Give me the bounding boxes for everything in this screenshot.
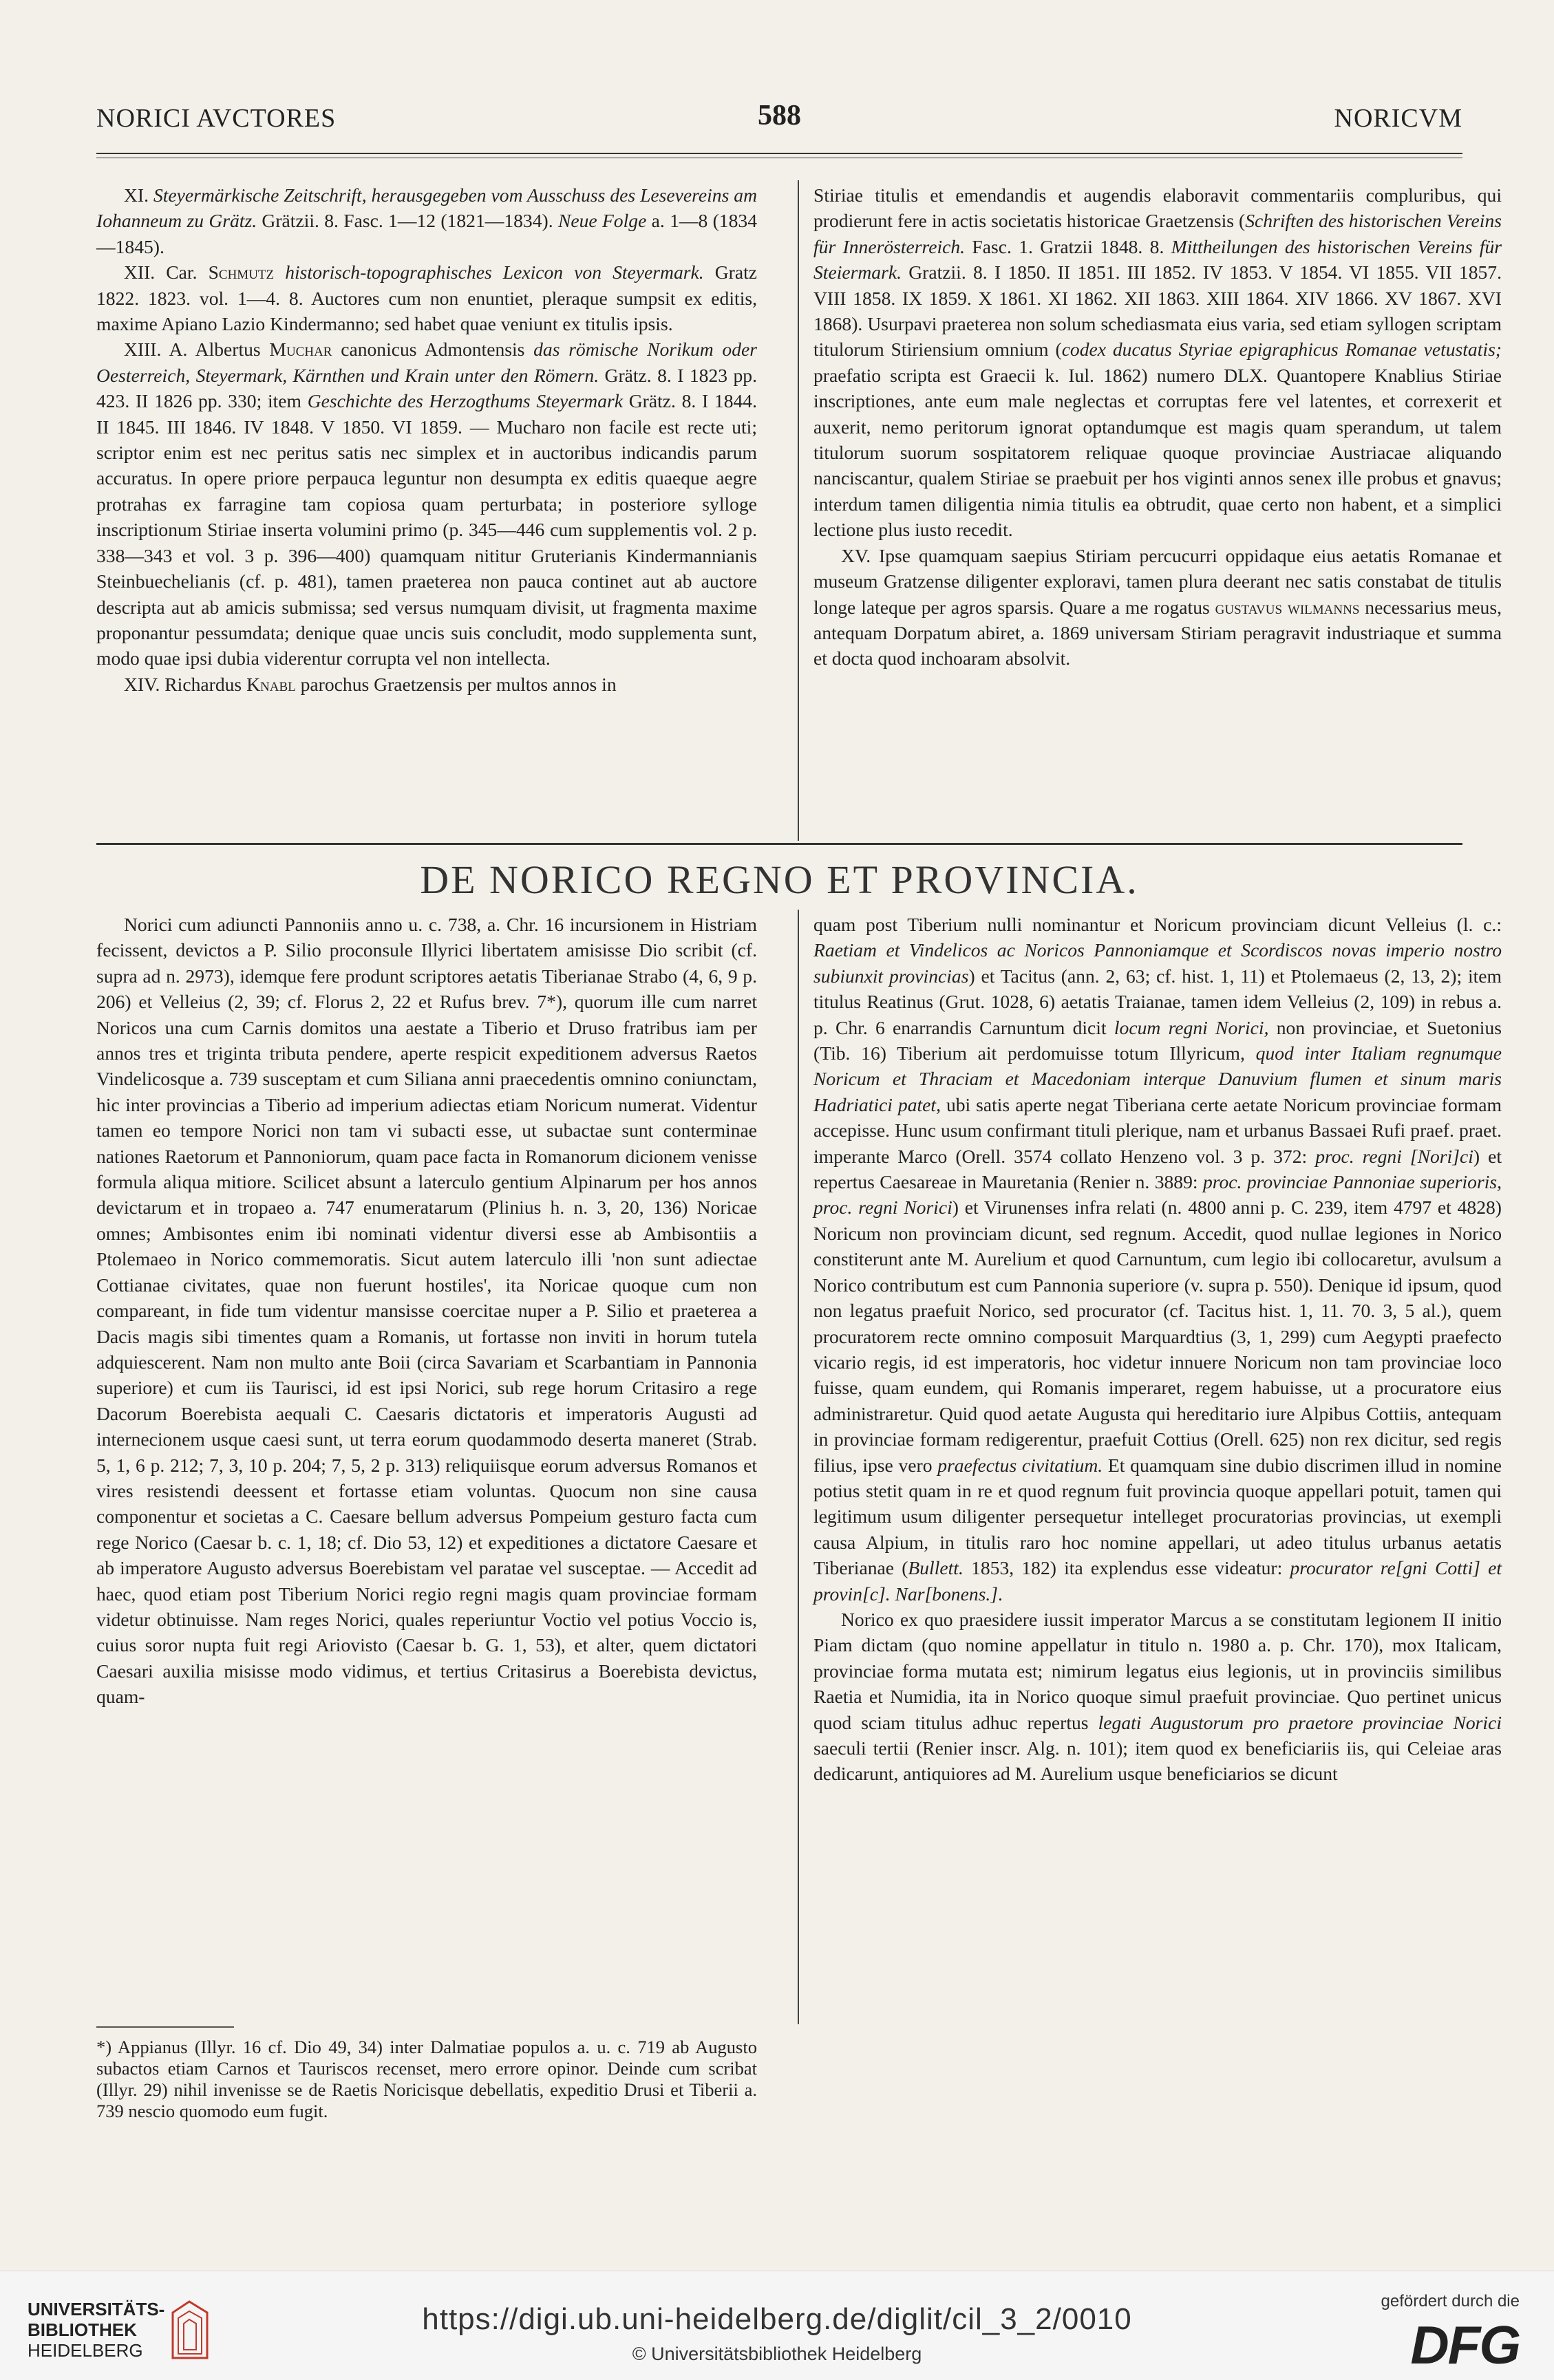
document-url-link[interactable]: https://digi.ub.uni-heidelberg.de/diglit/cil_3_2/0010 bbox=[422, 2302, 1132, 2336]
header-left: NORICI AVCTORES bbox=[96, 104, 337, 133]
paragraph: XIV. Richardus Knabl parochus Graetzensis per multos annos in bbox=[124, 673, 617, 695]
library-name-line3: HEIDELBERG bbox=[28, 2340, 143, 2361]
paragraph: Norico ex quo praesidere iussit imperator Marcus a se constitutam legionem II initio Piam dictam (quo nomine appellatur in titulo n. 1980 a. p. Chr. 170), mox Italicam, provinciae forma mutata est; nimirum legatus eius legionis, ut in provinciis similibus Raetia et Numidia, ita in Norico quoque simul praefuit provinciae. Quo pertinet unicus quod sciam titulus adhuc repertus legati Augustorum pro praetore provinciae Norici saeculi tertii (Renier inscr. Alg. n. 101); item quod ex beneficiariis iis, qui Celeiae aras dedicarunt, antiquiores ad M. Aurelium usque beneficiarios se dicunt bbox=[813, 1608, 1502, 1785]
copyright-notice: © Universitätsbibliothek Heidelberg bbox=[632, 2344, 922, 2364]
section-rule bbox=[96, 843, 1462, 845]
top-left-column bbox=[96, 182, 757, 697]
header-right: NORICVM bbox=[1334, 104, 1462, 133]
paragraph: XIII. A. Albertus Muchar canonicus Admontensis das römische Norikum oder Oesterreich, Steyermark, Kärnthen und Krain unter den Römern. Grätz. 8. I 1823 pp. 423. II 1826 pp. 330; item Geschichte des Herzogthums Steyermark Grätz. 8. I 1844. II 1845. III 1846. IV 1848. V 1850. VI 1859. — Mucharo non facile est recte uti; scriptor enim est nec peritus satis nec simplex et in auctoribus indicandis parum accuratus. In opere priore perpauca leguntur non desumpta ex editis quaeque aegre protrahas ex farragine tam copiosa quam perturbata; in posteriore sylloge inscriptionum Stiriae inserta volumini primo (p. 345—446 cum supplementis vol. 2 p. 338—343 et vol. 3 p. 396—400) quamquam nititur Gruterianis Kindermannianis Steinbuechelianis (cf. p. 481), tamen praeterea non pauca continet aut ab auctore descripta aut ab amicis submissa; sed versus numquam divisit, ut fragmenta maxime proponantur pessumdata; denique quae uncis suis concludit, modo supplementa sunt, modo quae ipsi dubia viderentur corrupta vel non intellecta. bbox=[96, 339, 757, 669]
page-number: 588 bbox=[758, 100, 801, 131]
dfg-logo: DFG bbox=[1410, 2315, 1520, 2375]
footer-bar bbox=[0, 2271, 1554, 2380]
funding-label: gefördert durch die bbox=[1381, 2292, 1520, 2311]
header-rule bbox=[96, 153, 1462, 154]
paragraph: Stiriae titulis et emendandis et augendis elaboravit commentariis compluribus, qui prodierunt fere in actis societatis historicae Graetzensis (Schriften des historischen Vereins für Innerösterreich. Fasc. 1. Gratzii 1848. 8. Mittheilungen des historischen Vereins für Steiermark. Gratzii. 8. I 1850. II 1851. III 1852. IV 1853. V 1854. VI 1855. VII 1857. VIII 1858. IX 1859. X 1861. XI 1862. XII 1863. XIII 1864. XIV 1866. XV 1867. XVI 1868). Usurpavi praeterea non solum schediasmata eius varia, sed etiam syllogen scriptam titulorum Stiriensium omnium (codex ducatus Styriae epigraphicus Romanae vetustatis; praefatio scripta est Graecii k. Iul. 1862) numero DLX. Quantopere Knablius Stiriae inscriptiones, ante eum male neglectas et corruptas fere vel latentes, et correxerit et auxerit, nemo peritorum ignorat optandumque est magis quam sperandum, ut talem titulorum suorum sospitatorem reliquae quoque provinciae Austriacae aliquando nanciscantur, qualem Stiriae se praebuit per hos viginti annos senex ille probus et gnavus; interdum tamen diligentia nimia titulis ea obtrudit, quae certo non habent, et a simplici lectione plus iusto recedit. bbox=[813, 184, 1502, 541]
library-name-line1: UNIVERSITÄTS- bbox=[28, 2299, 165, 2319]
paragraph: Norici cum adiuncti Pannoniis anno u. c. 738, a. Chr. 16 incursionem in Histriam fecissent, devictos a P. Silio proconsule Illyrici libertatem amisisse Dio scribit (cf. supra ad n. 2973), idemque fere produnt scriptores aetatis Tiberianae Strabo (4, 6, 9 p. 206) et Velleius (2, 39; cf. Florus 2, 22 et Rufus brev. 7*), quorum ille cum narret Noricos una cum Carnis domitos una aestate a Tiberio et Druso fratribus iam per annos tres et triginta tributa pendere, aperte respicit expeditionem adversus Raetos Vindelicosque a. 739 susceptam et cum Siliana anni praecedentis omnino coniunctam, hic inter provincias a Tiberio ad imperium adiectas etiam Noricum numerat. Videntur tamen eo tempore Norici non tam vi subacti esse, ut subactae sunt conterminae nationes Raetorum et Pannoniorum, quam pace facta in Romanorum dicionem venisse formula aliqua mitiore. Scilicet absunt a laterculo gentium Alpinarum per hos annos devictarum et in tropaeo a. 747 enumeratarum (Plinius h. n. 3, 20, 136) Noricae omnes; Ambisontes enim ibi nominati videntur diversi esse ab Ambisontiis a Ptolemaeo in Norico commemoratis. Sicut autem laterculo illi 'non sunt adiectae Cottianae civitates, quae non fuerunt hostiles', ita Noricae quoque cum non compareant, in fide tum videntur mansisse coercitae nuper a P. Silio et praeterea a Dacis magis sibi timentes quam a Romanis, ut fortasse non inviti in horum tutela adquiescerent. Nam non multo ante Boii (circa Savariam et Scarbantiam in Pannonia superiore) et cum iis Taurisci, id est ipsi Norici, sub rege horum Critasiro a rege Dacorum Boerebista aequali C. Caesaris dictatoris et imperatoris Augusti ad internecionem usque caesi sunt, ut terra eorum quodammodo deserta maneret (Strab. 5, 1, 6 p. 212; 7, 3, 10 p. 204; 7, 5, 2 p. 313) reliquiisque eorum adversus Romanos et vires resistendi deessent et fortasse etiam voluntas. Quocum non sine causa componentur et societas a C. Caesare bellum adversus Pompeium gesturo facta cum rege Norico (Caesar b. c. 1, 18; cf. Dio 53, 12) et expeditiones a dictatore Caesare et ab imperatore Augusto adversus Boerebistam vel paratae vel susceptae. — Accedit ad haec, quod etiam post Tiberium Norici regio regni magis quam provinciae formam videtur obtinuisse. Nam reges Norici, quales reperiuntur Voctio vel potius Voccio is, cuius soror nupta fuit regi Ariovisto (Caesar b. G. 1, 53), et alter, quem dictatori Caesari auxilia misisse modo vidimus, et tertius Critasirus a Boerebista devictus, quam- bbox=[96, 914, 757, 1708]
bottom-right-column bbox=[813, 912, 1502, 1787]
column-divider-bottom bbox=[798, 910, 799, 2024]
paragraph: XI. Steyermärkische Zeitschrift, herausgegeben vom Ausschuss des Lesevereins am Iohanneum zu Grätz. Grätzii. 8. Fasc. 1—12 (1821—1834). Neue Folge a. 1—8 (1834—1845). bbox=[96, 184, 757, 257]
paragraph: XV. Ipse quamquam saepius Stiriam percucurri oppidaque eius aetatis Romanae et museum Gratzense diligenter exploravi, tamen plura deerant nec satis constabat de titulis longe lateque per agros sparsis. Quare a me rogatus gustavus wilmanns necessarius meus, antequam Dorpatum abiret, a. 1869 universam Stiriam peragravit industriaque et summa et docta quod inchoaram absolvit. bbox=[813, 544, 1502, 669]
footnote-rule bbox=[96, 2026, 234, 2028]
running-header bbox=[96, 100, 1462, 144]
paragraph: quam post Tiberium nulli nominantur et Noricum provinciam dicunt Velleius (l. c.: Raetiam et Vindelicos ac Noricos Pannoniamque et Scordiscos novas imperio nostro subiunxit provincias) et Tacitus (ann. 2, 63; cf. hist. 1, 11) et Ptolemaeus (2, 13, 2); item titulus Reatinus (Grut. 1028, 6) aetatis Traianae, tamen idem Velleius (2, 109) in rebus a. p. Chr. 6 enarrandis Carnuntum dicit locum regni Norici, non provinciae, et Suetonius (Tib. 16) Tiberium ait perdomuisse totum Illyricum, quod inter Italiam regnumque Noricum et Thraciam et Macedoniam interque Danuvium flumen et sinum maris Hadriatici patet, ubi satis aperte negat Tiberiana certe aetate Noricum provinciae formam accepisse. Hunc usum confirmant tituli plerique, nam et urbanus Bassaei Rufi praef. praet. imperante Marco (Orell. 3574 collato Henzeno vol. 3 p. 372: proc. regni [Nori]ci) et repertus Caesareae in Mauretania (Renier n. 3889: proc. provinciae Pannoniae superioris, proc. regni Norici) et Virunenses infra relati (n. 4800 anni p. C. 239, item 4797 et 4828) Noricum non provinciam dicunt, sed regnum. Accedit, quod nullae legiones in Norico constiterunt ante M. Aurelium et quod Carnuntum, cum legio ibi collocaretur, avulsum a Norico contributum est cum Pannonia superiore (v. supra p. 550). Denique id ipsum, quod non legatus praefuit Norico, sed procurator (cf. Tacitus hist. 1, 11. 70. 3, 5 al.), quem procuratorem recte omnino composuit Marquardtius (3, 1, 299) cum Aegypti praefecto vicario regis, id est imperatoris, hoc videtur innuere Noricum non tam provinciae loco fuisse, quam eundem, qui Romanis imperaret, regem habuisse, ut a procuratore eius administraretur. Quid quod aetate Augusta qui hereditario iure Alpibus Cottiis, antequam in provinciae formam redigerentur, praefuit Cottius (Orell. 625) non rex dicitur, sed regis filius, ipse vero praefectus civitatium. Et quamquam sine dubio discrimen illud in nomine potius stetit quam in re et quod regnum fuit provincia quoque appellari potuit, tamen qui legitimum usum diligenter persequetur intelleget procuratorias provincias, ut exempli causa Alpium, in titulis raro hoc nomine appellari, ut adeo titulus urbanus aetatis Tiberianae (Bullett. 1853, 182) ita explendus esse videatur: procurator re[gni Cotti] et provin[c]. Nar[bonens.]. bbox=[813, 914, 1502, 1605]
library-name-line2: BIBLIOTHEK bbox=[28, 2319, 137, 2340]
top-right-column bbox=[813, 182, 1502, 672]
paragraph: XII. Car. Schmutz historisch-topographisches Lexicon von Steyermark. Gratz 1822. 1823. vol. 1—4. 8. Auctores cum non enuntiet, pleraque sumpsit ex editis, maxime Apiano Lazio Kindermanno; sed habet quae veniunt ex titulis ipsis. bbox=[96, 261, 757, 335]
section-title: DE NORICO REGNO ET PROVINCIA. bbox=[420, 857, 1139, 902]
column-divider-top bbox=[798, 180, 799, 841]
footnote: *) Appianus (Illyr. 16 cf. Dio 49, 34) inter Dalmatiae populos a. u. c. 719 ab Augusto subactos etiam Carnos et Tauriscos recenset, mero errore opinor. Deinde cum scribat (Illyr. 29) nihil invenisse se de Raetis Noricisque debellatis, expeditio Drusi et Tiberii a. 739 nescio quomodo eum fugit. bbox=[96, 2037, 757, 2121]
bottom-left-column bbox=[96, 912, 757, 1710]
